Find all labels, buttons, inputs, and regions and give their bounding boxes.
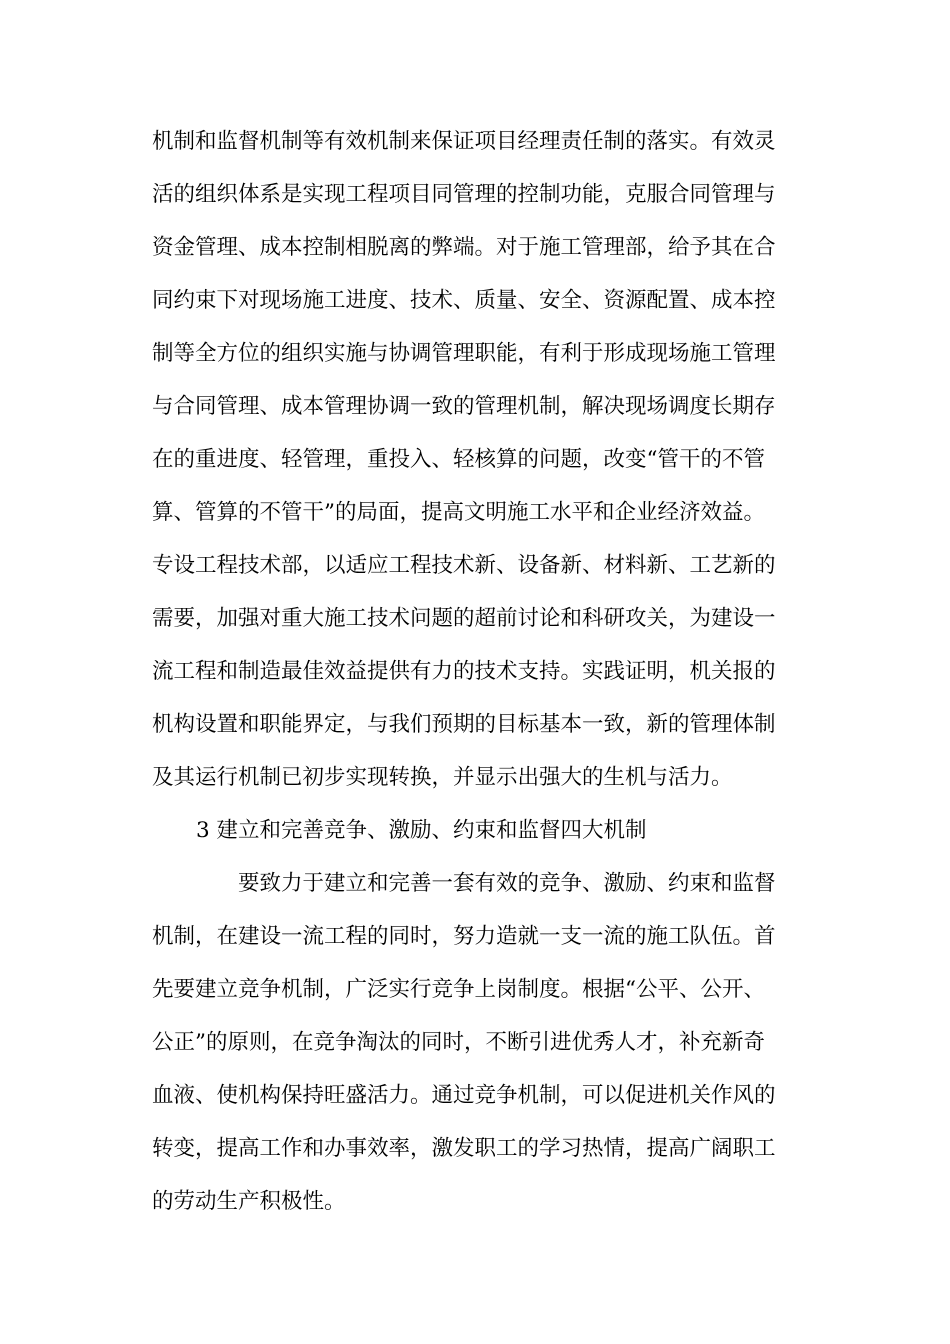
document-body — [152, 115, 802, 1228]
paragraph-line: 机制和监督机制等有效机制来保证项目经理责任制的落实。有效灵 — [152, 129, 776, 154]
paragraph-line: 先要建立竞争机制，广泛实行竞争上岗制度。根据“公平、公开、 — [152, 977, 765, 1002]
paragraph-line: 流工程和制造最佳效益提供有力的技术支持。实践证明，机关报的 — [152, 659, 776, 684]
paragraph-line: 专设工程技术部，以适应工程技术新、设备新、材料新、工艺新的 — [152, 553, 776, 578]
paragraph-line: 在的重进度、轻管理，重投入、轻核算的问题，改变“管干的不管 — [152, 447, 765, 472]
paragraph-line: 的劳动生产积极性。 — [152, 1189, 346, 1214]
paragraph-line: 算、管算的不管干”的局面，提高文明施工水平和企业经济效益。 — [152, 500, 765, 525]
paragraph-line: 血液、使机构保持旺盛活力。通过竞争机制，可以促进机关作风的 — [152, 1083, 776, 1108]
paragraph-line: 资金管理、成本控制相脱离的弊端。对于施工管理部，给予其在合 — [152, 235, 776, 260]
paragraph-line: 与合同管理、成本管理协调一致的管理机制，解决现场调度长期存 — [152, 394, 776, 419]
paragraph-line: 活的组织体系是实现工程项目同管理的控制功能，克服合同管理与 — [152, 182, 776, 207]
paragraph-line: 机制，在建设一流工程的同时，努力造就一支一流的施工队伍。首 — [152, 924, 776, 949]
paragraph-line: 及其运行机制已初步实现转换，并显示出强大的生机与活力。 — [152, 765, 733, 790]
section-heading: 3 建立和完善竞争、激励、约束和监督四大机制 — [196, 818, 647, 843]
paragraph-line: 需要，加强对重大施工技术问题的超前讨论和科研攻关，为建设一 — [152, 606, 776, 631]
paragraph-line: 转变，提高工作和办事效率，激发职工的学习热情，提高广阔职工 — [152, 1136, 776, 1161]
paragraph-line: 同约束下对现场施工进度、技术、质量、安全、资源配置、成本控 — [152, 288, 776, 313]
paragraph-line: 制等全方位的组织实施与协调管理职能，有利于形成现场施工管理 — [152, 341, 776, 366]
paragraph-line: 要致力于建立和完善一套有效的竞争、激励、约束和监督 — [238, 871, 776, 896]
paragraph-line: 机构设置和职能界定，与我们预期的目标基本一致，新的管理体制 — [152, 712, 776, 737]
paragraph-line: 公正”的原则，在竞争淘汰的同时，不断引进优秀人才，补充新奇 — [152, 1030, 765, 1055]
